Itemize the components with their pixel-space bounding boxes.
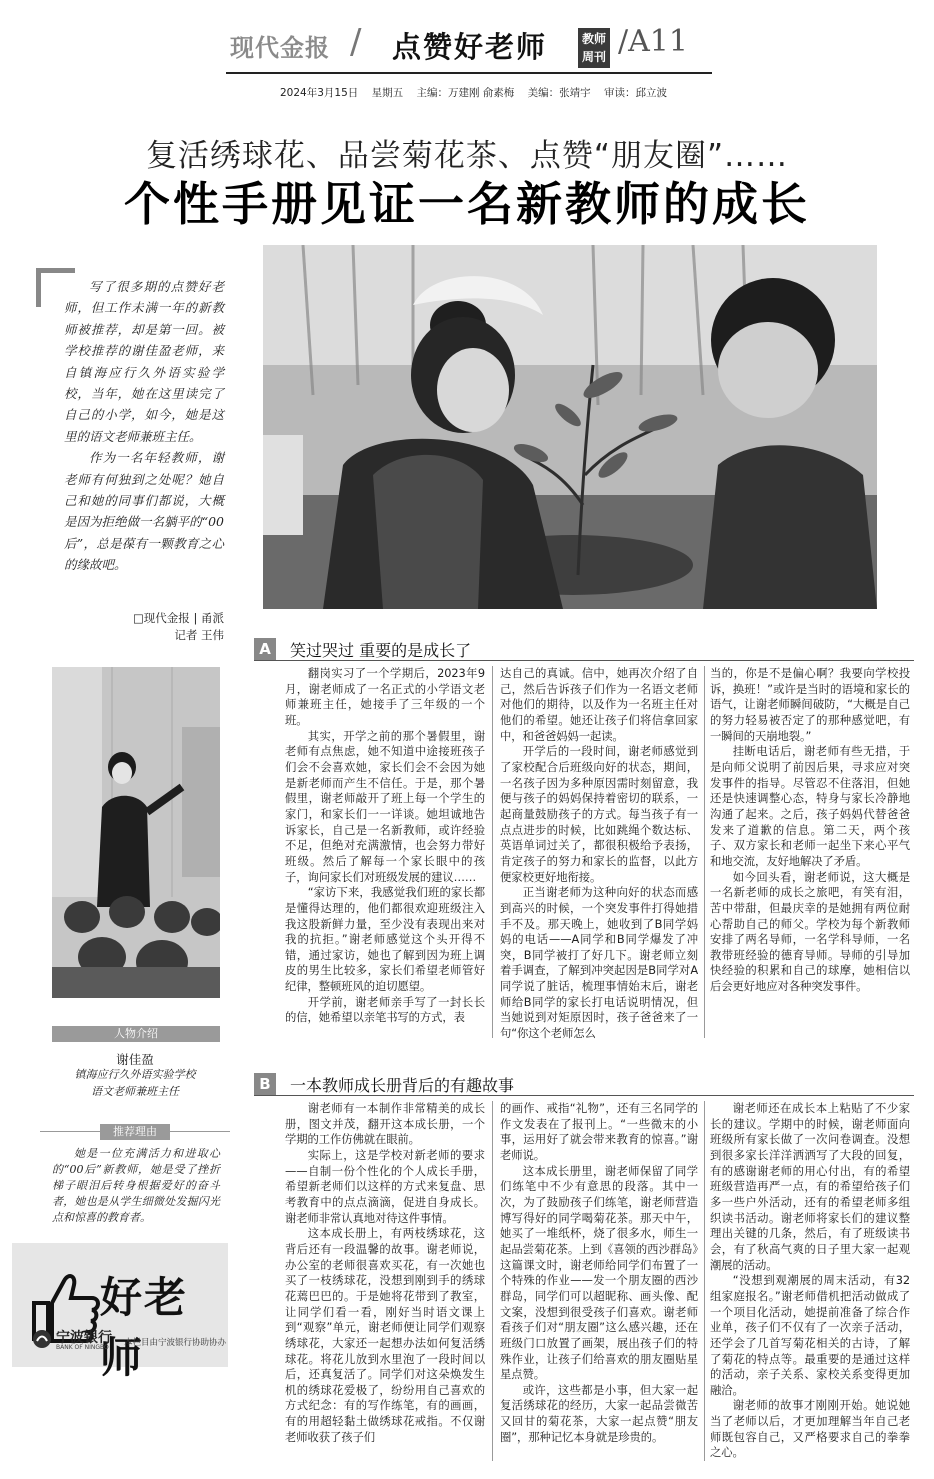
dateline-weekday: 星期五 xyxy=(371,87,404,99)
person-intro-label: 人物介绍 xyxy=(52,1026,220,1042)
byline xyxy=(100,610,224,644)
masthead-divider: / xyxy=(350,22,362,62)
paragraph: “没想到观潮展的周末活动，有32组家庭报名。”谢老师借机把活动做成了一个项目化活动，她提前准备了综合作业单，孩子们不仅有了一次亲子活动，还学会了几首写菊花相关的古诗，了解了菊花的特点等。最重要的是通过这样的活动，亲子关系、家校关系变得更加融洽。 xyxy=(710,1273,910,1397)
masthead-brand: 现代金报 xyxy=(230,34,330,62)
column-divider xyxy=(704,1101,705,1461)
bank-name: 宁波银行 xyxy=(56,1330,112,1346)
teacher-portrait-photo xyxy=(52,667,220,998)
main-photo xyxy=(263,245,877,609)
dateline-proof: 审读：邱立波 xyxy=(603,87,667,99)
paragraph: 谢老师的故事才刚刚开始。她说她当了老师以后，才更加理解当年自己老师既包容自己，又严格要求自己的拳拳之心。 xyxy=(710,1398,910,1460)
section-b-column-3 xyxy=(710,1101,910,1461)
dateline-editor: 主编：万建刚 俞素梅 xyxy=(416,87,515,99)
bank-name-en: BANK OF NINGBO xyxy=(56,1344,109,1351)
section-a-title: 笑过哭过 重要的是成长了 xyxy=(290,641,472,660)
section-a-column-1 xyxy=(285,666,485,1026)
article-kicker: 复活绣球花、品尝菊花茶、点赞“朋友圈”…… xyxy=(145,138,789,174)
main-photo-illustration xyxy=(263,245,877,609)
masthead-column-title: 点赞好老师 xyxy=(392,30,548,64)
section-b-column-2 xyxy=(500,1101,698,1445)
section-a-badge: A xyxy=(254,638,276,660)
lead-text-1: 写了很多期的点赞好老师，但工作未满一年的新教师被推荐，却是第一回。被学校推荐的谢佳盈老师，来自镇海应行久外语实验学校，当年，她在这里读完了自己的小学，如今，她是这里的语文老师兼班主任。 xyxy=(64,279,224,444)
masthead-rule xyxy=(226,72,712,74)
paragraph: 谢老师还在成长本上粘贴了不少家长的建议。学期中的时候，谢老师面向班级所有家长做了一次问卷调查。没想到很多家长洋洋洒洒写了大段的回复，有的感谢谢老师的用心付出，有的希望班级营造再严一点，有的希望给孩子们多一些户外活动，还有的希望老师多组织读书活动。谢老师将家长们的建议整理出关键的几条，然后，有了班级读书会，有了秋高气爽的日子里大家一起观潮展的活动。 xyxy=(710,1101,910,1272)
portrait-illustration xyxy=(52,667,220,998)
article-headline: 个性手册见证一名新教师的成长 xyxy=(124,177,810,231)
lead-text-2: 作为一名年轻教师，谢老师有何独到之处呢？她自己和她的同事们都说，大概是因为拒绝做一名躺平的“00后”，总是葆有一颗教育之心的缘故吧。 xyxy=(64,450,224,573)
section-a-column-3 xyxy=(710,666,910,995)
column-divider xyxy=(492,666,493,1038)
paragraph: 谢老师有一本制作非常精美的成长册，图文并茂，翻开这本成长册，一个学期的工作仿佛就在眼前。 xyxy=(285,1101,485,1147)
paragraph: 这本成长册上，有两枝绣球花，这背后还有一段温馨的故事。谢老师说，办公室的老师很喜欢买花，有一次她也买了一枝绣球花，没想到刚到手的绣球花蔫巴巴的。于是她将花带到了教室，让同学们看一看，刚好当时语文课上到“观察”单元，谢老师便让同学们观察绣球花，大家还一起想办法如何复活绣球花。将花儿放到水里泡了一段时间以后，还真复活了。同学们对这朵焕发生机的绣球花爱极了，纷纷用自己喜欢的方式纪念：有的写作练笔，有的画画，有的用超轻黏土做绣球花戒指。不仅谢老师收获了孩子们 xyxy=(285,1226,485,1444)
masthead-edition-tag xyxy=(578,28,610,68)
paragraph: 达自己的真诚。信中，她再次介绍了自己，然后告诉孩子们作为一名语文老师对他们的期待，以及作为一名班主任对他们的希望。她还让孩子们将信拿回家中，和爸爸妈妈一起读。 xyxy=(500,666,698,743)
dateline xyxy=(280,85,677,100)
column-divider xyxy=(492,1101,493,1461)
paragraph: 当的，你是不是偏心啊？我要向学校投诉，换班！”或许是当时的语境和家长的语气，让谢老师瞬间破防，“大概是自己的努力轻易被否定了的那种感觉吧，有一瞬间的天崩地裂。” xyxy=(710,666,910,743)
section-b-title: 一本教师成长册背后的有趣故事 xyxy=(290,1076,515,1095)
paragraph: 正当谢老师为这种向好的状态而感到高兴的时候，一个突发事件打得她措手不及。那天晚上，她收到了B同学妈妈的电话——A同学和B同学爆发了冲突，B同学被打了好几下。谢老师立刻着手调查，了解到冲突起因是B同学对A同学说了脏话，梳理事情始末后，谢老师给B同学的家长打电话说明情况，但当她说到对矩原因时，孩子爸爸来了一句“你这个老师怎么 xyxy=(500,885,698,1041)
teacher-name: 谢佳盈 xyxy=(116,1052,154,1067)
bank-logo-icon xyxy=(32,1329,52,1349)
paragraph: 或许，这些都是小事，但大家一起复活绣球花的经历，大家一起品尝微苦又回甘的菊花茶，大家一起点赞“朋友圈”，那种记忆本身就是珍贵的。 xyxy=(500,1382,698,1444)
paragraph: 这本成长册里，谢老师保留了同学们练笔中不少有意思的段落。其中一次，为了鼓励孩子们练笔，谢老师营造博写得好的同学喝菊花茶。那天中午，她买了一堆纸杯，烧了很多水，师生一起品尝菊花茶。上到《喜领的西沙群岛》这篇课文时，谢老师给同学们布置了一个特殊的作业——发一个朋友圈的西沙群岛，同学们可以超昵称、画头像、配文案，没想到很受孩子们喜欢。谢老师看孩子们对“朋友圈”这么感兴趣，还在班级门口放置了画架，展出孩子们的特殊作业，让孩子们给喜欢的朋友圈贴星星点赞。 xyxy=(500,1163,698,1382)
sponsor-line: 本栏目由宁波银行协助协办 xyxy=(124,1338,227,1348)
paragraph: 其实，开学之前的那个暑假里，谢老师有点焦虑，她不知道中途接班孩子们会不会喜欢她，家长们会不会因为她是新老师而产生不信任。于是，那个暑假里，谢老师敲开了班上每一个学生的家门，和家长们一一详谈。她坦诚地告诉家长，自己是一名新教师，或许经验不足，但绝对充满激情，也会努力带好班级。然后了解每一个家长眼中的孩子，询问家长们对班级发展的建议…… xyxy=(285,728,485,884)
recommend-reason-label: 推荐理由 xyxy=(100,1124,170,1140)
recommend-reason-text: 她是一位充满活力和进取心的“00后”新教师，她是受了挫折梯子眼泪后转身根据爱好的奋斗者，她也是从学生细微处发掘闪光点和惊喜的教育者。 xyxy=(52,1147,220,1224)
paragraph: 实际上，这是学校对新老师的要求——自制一份个性化的个人成长手册，希望新老师们以这样的方式来复盘、思考教育中的点点滴滴，促进自身成长。谢老师非常认真地对待这件事情。 xyxy=(285,1147,485,1225)
teacher-school: 镇海应行久外语实验学校 xyxy=(74,1068,196,1081)
page-number: A11 xyxy=(628,24,688,59)
paragraph: “家访下来，我感觉我们班的家长都是懂得达理的，他们都很欢迎班级注入我这股新鲜力量，至少没有表现出来对我的抗拒。”谢老师感觉这个头开得不错，通过家访，她也了解到因为班上调皮的男生比较多，家长们希望老师管好纪律，整顿班风的迫切愿望。 xyxy=(285,885,485,994)
paragraph: 的画作、戒指“礼物”，还有三名同学的作文发表在了报刊上。“一些微末的小事，运用好了就会带来教育的惊喜。”谢老师说。 xyxy=(500,1101,698,1162)
paragraph: 翻岗实习了一个学期后，2023年9月，谢老师成了一名正式的小学语文老师兼班主任，她接手了三年级的一个班。 xyxy=(285,666,485,727)
column-logo xyxy=(12,1243,228,1382)
byline-source: □现代金报 | 甬派 xyxy=(132,611,224,625)
section-b-rule xyxy=(254,1095,914,1096)
section-b-badge: B xyxy=(254,1073,276,1095)
section-a-column-2 xyxy=(500,666,698,1042)
edition-tag-line1: 教师 xyxy=(581,32,606,46)
paragraph: 如今回头看，谢老师说，这大概是一名新老师的成长之旅吧，有笑有泪，苦中带甜，但最庆幸的是她拥有两位耐心帮助自己的师父。学校为每个新教师安排了两名导师，一名学科导师，一名教带班经验的德育导师。导师的引导加快经验的积累和自己的球摩，她相信以后会更好地应对各种突发事件。 xyxy=(710,869,910,994)
logo-title: 好老师 xyxy=(100,1273,189,1382)
byline-reporter: 记者 王伟 xyxy=(174,628,224,642)
lead-paragraph xyxy=(64,276,224,576)
paragraph: 挂断电话后，谢老师有些无措，于是向师父说明了前因后果，寻求应对突发事件的指导。尽管忍不住落泪，但她还是快速调整心态，特身与家长冷静地沟通了起来。之后，孩子妈妈代替爸爸发来了道歉的信息。第二天，两个孩子、双方家长和老师一起坐下来心平气和地交流，友好地解决了矛盾。 xyxy=(710,744,910,868)
teacher-role: 语文老师兼班主任 xyxy=(91,1085,179,1098)
edition-tag-line2: 周刊 xyxy=(581,50,606,64)
section-b-column-1 xyxy=(285,1101,485,1445)
masthead-page-number: /A11 xyxy=(618,24,688,59)
section-a-rule xyxy=(254,660,914,661)
dateline-art: 美编：张靖宇 xyxy=(527,87,591,99)
dateline-date: 2024年3月15日 xyxy=(280,87,359,99)
column-divider xyxy=(704,666,705,1038)
paragraph: 开学前，谢老师亲手写了一封长长的信，她希望以亲笔书写的方式，表 xyxy=(285,994,485,1025)
paragraph: 开学后的一段时间，谢老师感觉到了家校配合后班级向好的状态，期间，一名孩子因为多种原因需时刻留意，我便与孩子的妈妈保持着密切的联系，一起商量鼓励孩子的方式。每当孩子有一点点进步的时候，比如跳绳个数达标、英语单词过关了，都很积极给予表扬，肯定孩子的努力和家长的监督，以此方便家校更好地衔接。 xyxy=(500,744,698,884)
